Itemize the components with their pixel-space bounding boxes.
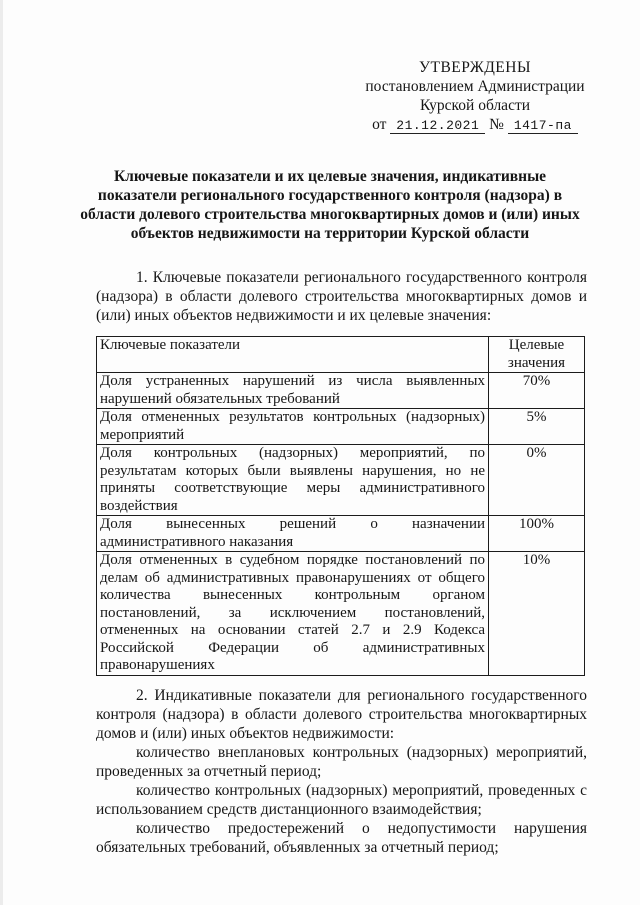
approval-line-2: Курской области <box>419 97 531 114</box>
document-title: Ключевые показатели и их целевые значения, индикативные показатели регионального государственного контроля (надзора) в области долевого строительства многоквартирных домов и (или) иных объектов недвижимости на территории Курской области <box>80 168 580 242</box>
indicator-cell: Доля отмененных в судебном порядке постановлений по делам об административных правонарушениях от общего количества вынесенных контрольным органом постановлений, за исключением постановлений, отмененных на основании статей 2.7 и 2.9 Кодекса Российской Федерации об административных правонарушениях <box>97 552 489 676</box>
table-row <box>97 516 585 552</box>
approval-number: 1417-па <box>508 118 578 134</box>
approval-line-1: постановлением Администрации <box>365 78 585 95</box>
table-row <box>97 445 585 516</box>
approval-block <box>330 58 620 135</box>
table-row <box>97 409 585 445</box>
table-row <box>97 552 585 676</box>
target-cell: 0% <box>489 445 585 516</box>
section-2-intro: 2. Индикативные показатели для регионального государственного контроля (надзора) в области долевого строительства многоквартирных домов и (или) иных объектов недвижимости: <box>96 687 587 742</box>
target-cell: 70% <box>489 373 585 409</box>
approval-date-line <box>330 115 620 135</box>
indicator-cell: Доля устраненных нарушений из числа выявленных нарушений обязательных требований <box>97 373 489 409</box>
scan-edge <box>0 0 3 905</box>
header-target: Целевые значения <box>489 337 585 373</box>
approval-date: 21.12.2021 <box>390 118 485 134</box>
list-item: количество внеплановых контрольных (надзорных) мероприятий, проведенных за отчетный период; <box>96 744 587 780</box>
indicator-cell: Доля контрольных (надзорных) мероприятий, по результатам которых были выявлены нарушения, но не приняты соответствующие меры административного воздействия <box>97 445 489 516</box>
section-1-text: 1. Ключевые показатели регионального государственного контроля (надзора) в области долевого строительства многоквартирных домов и (или) иных объектов недвижимости и их целевые значения: <box>96 269 587 324</box>
table-row <box>97 373 585 409</box>
table-header-row <box>97 337 585 373</box>
target-cell: 100% <box>489 516 585 552</box>
number-sign: № <box>489 116 504 133</box>
approval-title: УТВЕРЖДЕНЫ <box>419 59 531 76</box>
date-prefix: от <box>372 116 387 133</box>
list-item: количество контрольных (надзорных) мероприятий, проведенных с использованием средств дистанционного взаимодействия; <box>96 782 587 818</box>
header-indicator: Ключевые показатели <box>97 337 489 373</box>
indicator-cell: Доля отмененных результатов контрольных (надзорных) мероприятий <box>97 409 489 445</box>
indicators-table <box>96 336 585 676</box>
section-2 <box>96 686 587 857</box>
target-cell: 10% <box>489 552 585 676</box>
target-cell: 5% <box>489 409 585 445</box>
list-item: количество предостережений о недопустимости нарушения обязательных требований, объявленных за отчетный период; <box>96 820 587 856</box>
indicator-cell: Доля вынесенных решений о назначении административного наказания <box>97 516 489 552</box>
